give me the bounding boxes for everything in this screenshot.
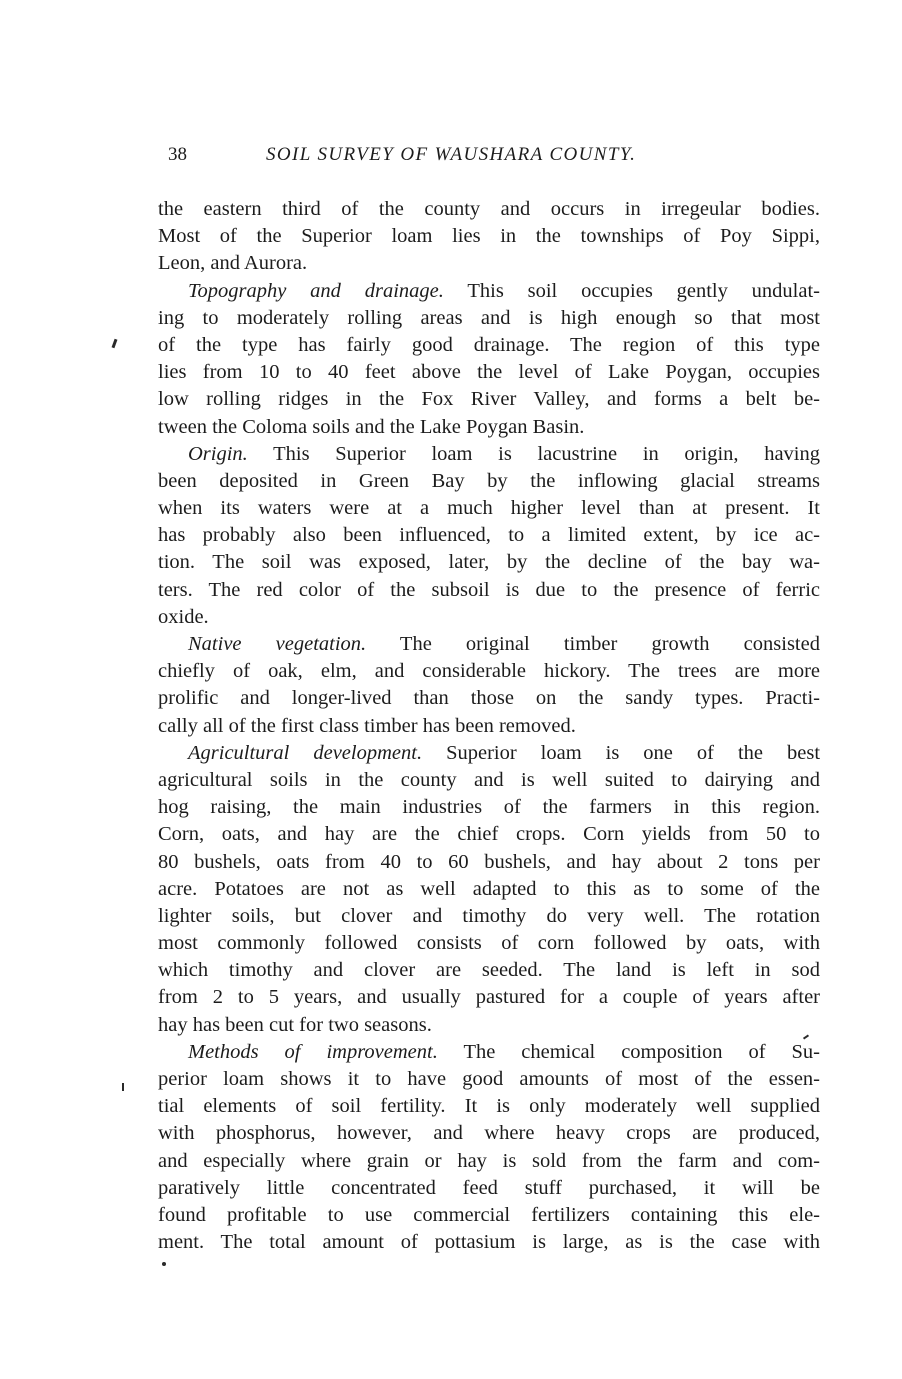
paragraph-heading: Native vegetation. (188, 633, 367, 655)
text-line: tial elements of soil fertility. It is only moderately well supplied (158, 1095, 820, 1118)
text-line: tion. The soil was exposed, later, by the decline of the bay wa- (158, 551, 820, 574)
text-line: from 2 to 5 years, and usually pastured for a couple of years after (158, 986, 820, 1009)
text-line: oxide. (158, 605, 209, 628)
text-line-first (158, 278, 820, 305)
paragraph-topography (158, 278, 820, 441)
text-line: acre. Potatoes are not as well adapted to this as to some of the (158, 877, 820, 900)
text-line: with phosphorus, however, and where heavy crops are produced, (158, 1122, 820, 1145)
text-line: and especially where grain or hay is sold from the farm and com- (158, 1149, 820, 1172)
text-line: 80 bushels, oats from 40 to 60 bushels, and hay about 2 tons per (158, 850, 820, 873)
paragraph-methods-of-improvement (158, 1039, 820, 1257)
text-line: low rolling ridges in the Fox River Valley, and forms a belt be- (158, 388, 820, 411)
text-line: lies from 10 to 40 feet above the level of Lake Poygan, occupies (158, 361, 820, 384)
paragraph-agricultural-development (158, 740, 820, 1039)
text-line: been deposited in Green Bay by the inflowing glacial streams (158, 469, 820, 492)
paragraph-continuation (158, 196, 820, 278)
text-line-first (158, 740, 820, 767)
paragraph-origin (158, 441, 820, 631)
text-line: ing to moderately rolling areas and is high enough so that most (158, 306, 820, 329)
paragraph-heading: Methods of improvement. (188, 1040, 438, 1063)
running-title: SOIL SURVEY OF WAUSHARA COUNTY. (266, 144, 637, 165)
text-line-rest: The original timber growth consisted (399, 633, 820, 655)
text-line-first (158, 1039, 820, 1066)
text-line: cally all of the first class timber has been removed. (158, 714, 576, 737)
running-head (166, 141, 816, 169)
text-line-rest: Superior loam is one of the best (446, 741, 821, 764)
text-line: perior loam shows it to have good amounts of most of the essen- (158, 1068, 820, 1090)
text-line-rest: The chemical composition of Su- (463, 1040, 820, 1063)
text-line: which timothy and clover are seeded. The land is left in sod (158, 959, 820, 982)
scan-speck (112, 339, 118, 348)
paragraph-native-vegetation (158, 631, 820, 740)
text-line-rest: This soil occupies gently undulat- (467, 279, 820, 302)
paragraph-heading: Origin. (188, 442, 248, 465)
page-number: 38 (168, 144, 187, 165)
text-line: most commonly followed consists of corn followed by oats, with (158, 932, 820, 955)
text-line: ters. The red color of the subsoil is due to the presence of ferric (158, 578, 820, 601)
text-line: paratively little concentrated feed stuff purchased, it will be (158, 1176, 820, 1199)
text-line: prolific and longer-lived than those on the sandy types. Practi- (158, 687, 820, 710)
text-line: the eastern third of the county and occurs in irregeular bodies. (158, 198, 820, 220)
text-line: ment. The total amount of pottasium is large, as is the case with (158, 1231, 820, 1254)
paragraph-heading: Agricultural development. (188, 741, 423, 764)
body-text (158, 196, 820, 1256)
text-line-first (158, 441, 820, 468)
text-line: when its waters were at a much higher level than at present. It (158, 497, 820, 520)
text-line: Most of the Superior loam lies in the townships of Poy Sippi, (158, 225, 820, 248)
text-line: hog raising, the main industries of the farmers in this region. (158, 796, 820, 819)
text-line: tween the Coloma soils and the Lake Poygan Basin. (158, 415, 585, 438)
text-line: Corn, oats, and hay are the chief crops. Corn yields from 50 to (158, 823, 820, 846)
text-line: agricultural soils in the county and is well suited to dairying and (158, 768, 820, 791)
text-line-first (158, 631, 820, 658)
text-line: found profitable to use commercial fertilizers containing this ele- (158, 1203, 820, 1226)
paragraph-heading: Topography and drainage. (188, 279, 444, 302)
text-line: of the type has fairly good drainage. The region of this type (158, 333, 820, 356)
text-line: hay has been cut for two seasons. (158, 1013, 432, 1036)
scan-speck (162, 1262, 166, 1266)
text-line: lighter soils, but clover and timothy do very well. The rotation (158, 904, 820, 927)
text-line: has probably also been influenced, to a limited extent, by ice ac- (158, 524, 820, 547)
text-line: Leon, and Aurora. (158, 252, 308, 275)
text-line-rest: This Superior loam is lacustrine in origin, having (273, 442, 820, 465)
scan-speck (122, 1083, 124, 1091)
text-line: chiefly of oak, elm, and considerable hickory. The trees are more (158, 660, 820, 683)
